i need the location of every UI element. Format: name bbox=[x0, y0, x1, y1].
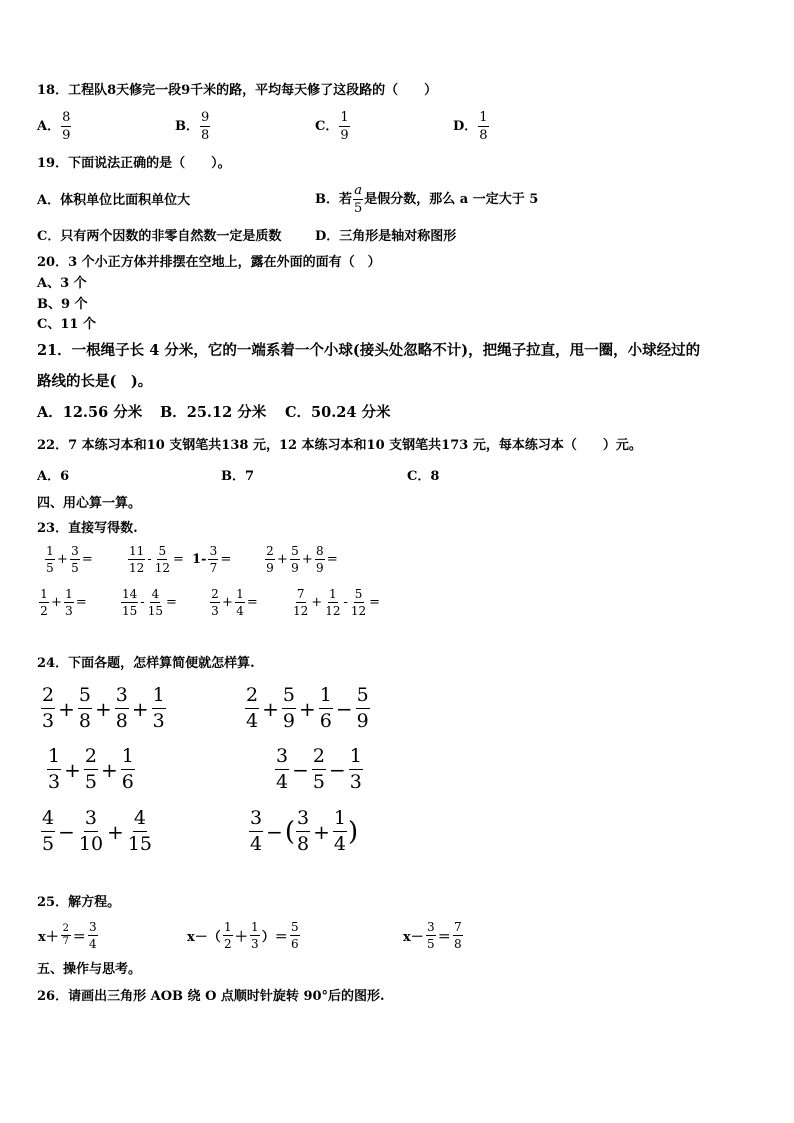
q20-option-c[interactable]: C、11 个 bbox=[37, 317, 96, 332]
q23-row1-expr4: $\frac{2}{9}$ + $\frac{5}{9}$ + $\frac{8}{9}$ = bbox=[266, 544, 338, 575]
q23-row2-expr2: $\frac{14}{15}$ - $\frac{4}{15}$ = bbox=[122, 587, 177, 618]
q18-option-c[interactable]: C． $\frac{1}{9}$ bbox=[315, 110, 349, 143]
q24-problem-6: $\frac{3}{4}$ − ( $\frac{3}{8}$ + $\frac{1}{4}$ ) bbox=[250, 807, 359, 855]
q22-stem: 22．7 本练习本和10 支钢笔共138 元，12 本练习本和10 支钢笔共173 元，每本练习本（ ）元。 bbox=[37, 438, 642, 453]
q25-equation-1: x＋ $\frac{2}{7}$ ＝ $\frac{3}{4}$ bbox=[38, 920, 97, 951]
section-five-heading: 五、操作与思考。 bbox=[37, 962, 142, 977]
q19-option-a[interactable]: A．体积单位比面积单位大 bbox=[37, 193, 191, 208]
q23-stem: 23．直接写得数. bbox=[37, 521, 138, 536]
q25-equation-2: x－（ $\frac{1}{2}$ ＋ $\frac{1}{3}$ ）＝ $\frac{5}{6}$ bbox=[187, 920, 299, 951]
q23-row2-expr4: $\frac{7}{12}$ + $\frac{1}{12}$ - $\frac{5}{12}$ = bbox=[293, 587, 381, 618]
q24-problem-1: $\frac{2}{3}$ + $\frac{5}{8}$ + $\frac{3}{8}$ + $\frac{1}{3}$ bbox=[42, 684, 165, 732]
q22-option-c[interactable]: C．8 bbox=[407, 469, 440, 484]
q24-problem-4: $\frac{3}{4}$ − $\frac{2}{5}$ − $\frac{1}{3}$ bbox=[276, 745, 362, 793]
q24-problem-2: $\frac{2}{4}$ + $\frac{5}{9}$ + $\frac{1}{6}$ − $\frac{5}{9}$ bbox=[246, 684, 369, 732]
q20-stem: 20．3 个小正方体并排摆在空地上，露在外面的面有（ ） bbox=[37, 255, 381, 270]
q24-problem-5: $\frac{4}{5}$ − $\frac{3}{10}$ + $\frac{4}{15}$ bbox=[42, 807, 152, 855]
q23-row1-expr1: $\frac{1}{5}$ + $\frac{3}{5}$ = bbox=[46, 544, 93, 575]
q24-stem: 24．下面各题，怎样算简便就怎样算. bbox=[37, 656, 255, 671]
q20-option-a[interactable]: A、3 个 bbox=[37, 276, 87, 291]
q19-option-d[interactable]: D．三角形是轴对称图形 bbox=[315, 229, 457, 244]
q25-equation-3: x－ $\frac{3}{5}$ ＝ $\frac{7}{8}$ bbox=[403, 920, 462, 951]
q23-row2-expr3: $\frac{2}{3}$ + $\frac{1}{4}$ = bbox=[211, 587, 258, 618]
q23-row1-expr2: $\frac{11}{12}$ - $\frac{5}{12}$ = bbox=[129, 544, 184, 575]
q21-stem-line1: 21．一根绳子长 4 分米，它的一端系着一个小球(接头处忽略不计)，把绳子拉直，甩一圈，小球经过的 bbox=[37, 342, 701, 359]
q21-stem-line2: 路线的长是( )。 bbox=[37, 373, 153, 390]
q26-stem: 26．请画出三角形 AOB 绕 O 点顺时针旋转 90°后的图形. bbox=[37, 989, 385, 1004]
q18-option-d[interactable]: D． $\frac{1}{8}$ bbox=[453, 110, 488, 143]
q18-stem: 18．工程队8天修完一段9千米的路，平均每天修了这段路的（ ） bbox=[37, 83, 438, 98]
q22-option-a[interactable]: A．6 bbox=[37, 469, 70, 484]
section-four-heading: 四、用心算一算。 bbox=[37, 496, 142, 511]
fraction: $\frac{1}{9}$ bbox=[340, 110, 349, 143]
q23-row2-expr1: $\frac{1}{2}$ + $\frac{1}{3}$ = bbox=[40, 587, 87, 618]
q18-option-b[interactable]: B． $\frac{9}{8}$ bbox=[175, 110, 210, 143]
q21-option-c[interactable]: C．50.24 分米 bbox=[285, 404, 391, 421]
q23-row1-expr3: 1- $\frac{3}{7}$ = bbox=[192, 544, 232, 575]
fraction: $\frac{9}{8}$ bbox=[201, 110, 210, 143]
q19-option-c[interactable]: C．只有两个因数的非零自然数一定是质数 bbox=[37, 229, 282, 244]
fraction: $\frac{a}{5}$ bbox=[354, 183, 363, 216]
fraction: $\frac{1}{8}$ bbox=[479, 110, 488, 143]
q18-option-a[interactable]: A． $\frac{8}{9}$ bbox=[37, 110, 71, 143]
q19-stem: 19．下面说法正确的是（ ）。 bbox=[37, 156, 231, 171]
q22-option-b[interactable]: B．7 bbox=[221, 469, 255, 484]
q21-option-b[interactable]: B．25.12 分米 bbox=[160, 404, 267, 421]
q19-option-b[interactable]: B．若 $\frac{a}{5}$ 是假分数，那么 a 一定大于 5 bbox=[315, 183, 539, 216]
q21-option-a[interactable]: A．12.56 分米 bbox=[37, 404, 143, 421]
q25-stem: 25．解方程。 bbox=[37, 895, 121, 910]
q20-option-b[interactable]: B、9 个 bbox=[37, 297, 88, 312]
q24-problem-3: $\frac{1}{3}$ + $\frac{2}{5}$ + $\frac{1}{6}$ bbox=[48, 745, 134, 793]
fraction: $\frac{8}{9}$ bbox=[62, 110, 71, 143]
